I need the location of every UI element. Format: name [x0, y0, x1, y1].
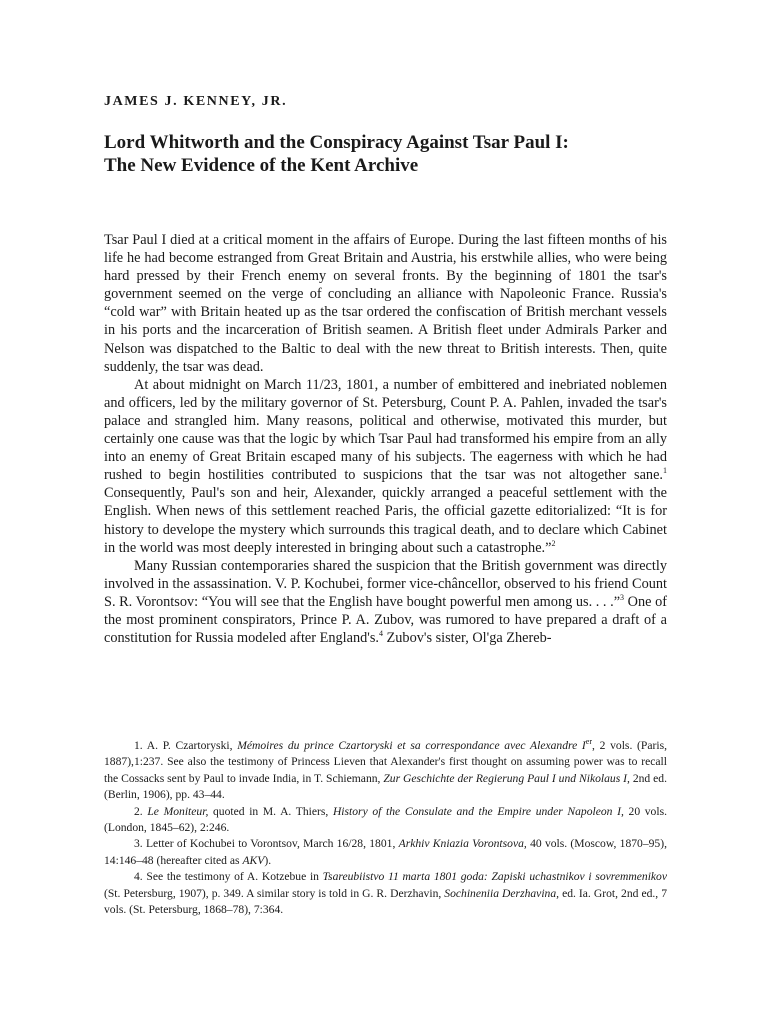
footnote-ref-1[interactable]: 1	[663, 466, 667, 476]
paragraph-1: Tsar Paul I died at a critical moment in the affairs of Europe. During the last fifteen months of his life he had become estranged from Great Britain and Austria, his erstwhile allies, who were being hard pressed by their French enemy on several fronts. By the beginning of 1801 the tsar's government seemed on the verge of concluding an alliance with Napoleonic France. Russia's “cold war” with Britain heated up as the tsar ordered the confiscation of British merchant vessels in his ports and the incarceration of British seamen. A British fleet under Admirals Parker and Nelson was dispatched to the Baltic to deal with the new threat to British interests. Then, quite suddenly, the tsar was dead.	[104, 232, 667, 375]
footnote-4: 4. See the testimony of A. Kotzebue in Tsareubiistvo 11 marta 1801 goda: Zapiski uchastnikov i sovremmenikov (St. Petersburg, 1907), p. 349. A similar story is told in G. R. Derzhavin, Sochineniia Derzhavina, ed. Ia. Grot, 2nd ed., 7 vols. (St. Petersburg, 1868–78), 7:364.	[104, 870, 667, 917]
paragraph-3: Many Russian contemporaries shared the suspicion that the British government was directly involved in the assassination. V. P. Kochubei, former vice-châncellor, observed to his friend Count S. R. Vorontsov: “You will see that the English have bought powerful men among us. . . .”$^3$ One of the most prominent conspirators, Prince P. A. Zubov, was rumored to have prepared a draft of a constitution for Russia modeled after England's.$^4$ Zubov's sister, Ol'ga Zhereb-	[104, 557, 667, 647]
footnote-ref-2[interactable]: 2	[551, 538, 556, 548]
paragraph-2: At about midnight on March 11/23, 1801, a number of embittered and inebriated noblemen and officers, led by the military governor of St. Petersburg, Count P. A. Pahlen, invaded the tsar's palace and strangled him. Many reasons, political and otherwise, motivated this murder, but certainly one cause was that the logic by which Tsar Paul had transformed his empire from an ally into an enemy of Great Britain escaped many of his subjects. The eagerness with which he had rushed to begin hostilities contributed to suspicions that the tsar was not altogether sane.$^1$ Consequently, Paul's son and heir, Alexander, quickly arranged a peaceful settlement with the English. When news of this settlement reached Paris, the official gazette editorialized: “It is for history to develope the mystery which surrounds this tragical death, and to declare which Cabinet in the world was most deeply interested in bringing about such a catastrophe.”$^2$	[104, 376, 667, 556]
footnote-2: 2. Le Moniteur, quoted in M. A. Thiers, History of the Consulate and the Empire under Napoleon I, 20 vols. (London, 1845–62), 2:246.	[104, 804, 667, 835]
footnotes	[104, 738, 667, 918]
footnote-1: 1. A. P. Czartoryski, Mémoires du prince Czartoryski et sa correspondance avec Alexandre Ier, 2 vols. (Paris, 1887),1:237. See also the testimony of Princess Lieven that Alexander's first thought on assuming power was to recall the Cossacks sent by Paul to invade India, in T. Schiemann, Zur Geschichte der Regierung Paul I und Nikolaus I, 2nd ed. (Berlin, 1906), pp. 43–44.	[104, 737, 667, 802]
footnote-ref-4[interactable]: 4	[378, 629, 383, 639]
article-title	[104, 131, 674, 177]
title-line-1: Lord Whitworth and the Conspiracy Against Tsar Paul I:	[104, 132, 569, 153]
title-line-2: The New Evidence of the Kent Archive	[104, 155, 419, 176]
footnote-ref-3[interactable]: 3	[620, 593, 625, 603]
author-name: JAMES J. KENNEY, JR.	[104, 94, 288, 109]
article-body	[104, 231, 667, 647]
footnote-3: 3. Letter of Kochubei to Vorontsov, March 16/28, 1801, Arkhiv Kniazia Vorontsova, 40 vols. (Moscow, 1870–95), 14:146–48 (hereafter cited as AKV).	[104, 837, 667, 867]
